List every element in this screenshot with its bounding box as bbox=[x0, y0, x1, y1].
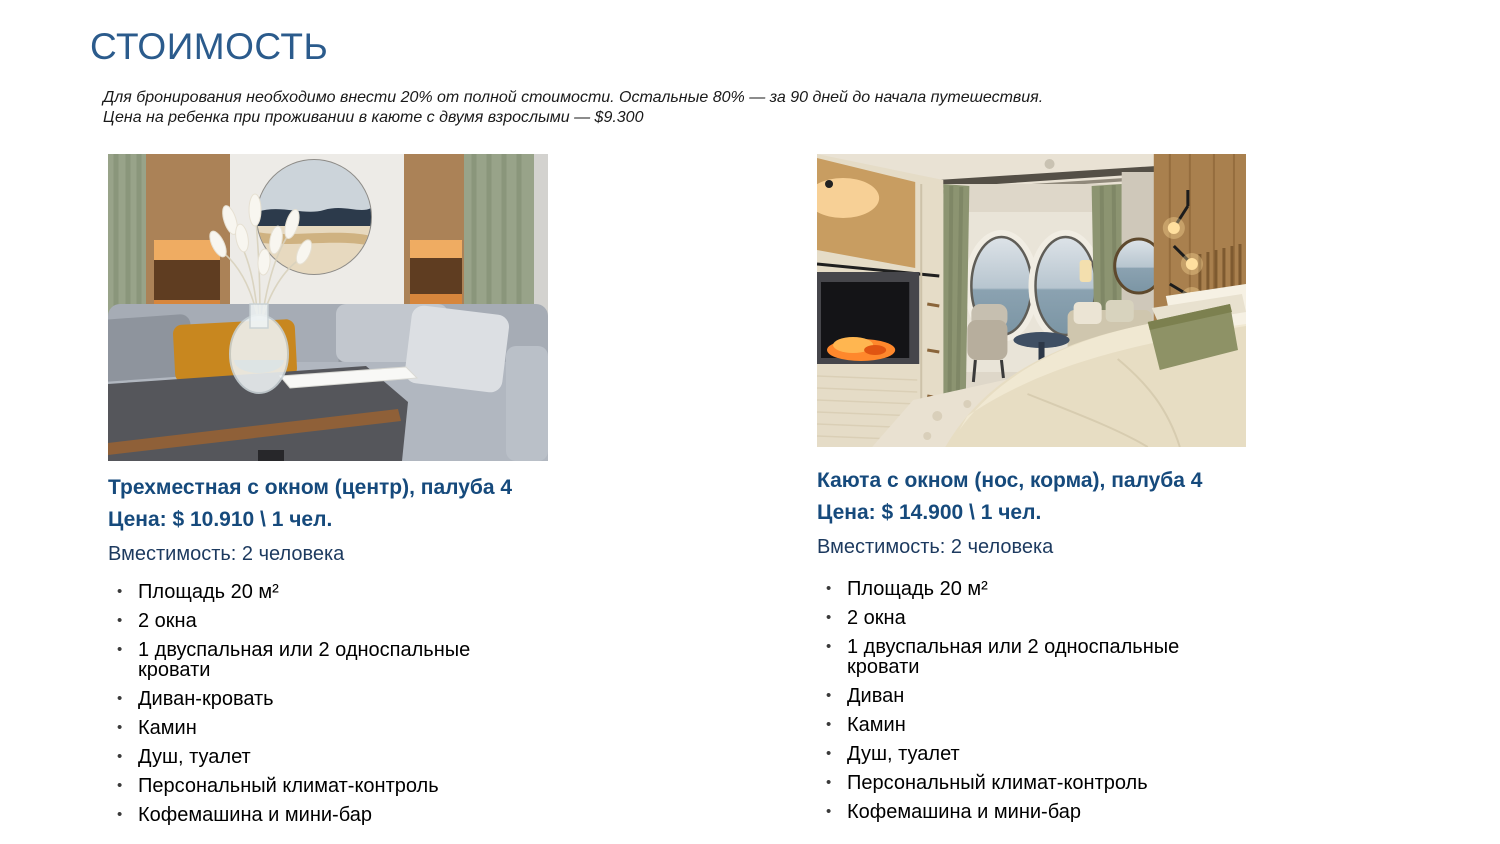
bullet-marker: • bbox=[826, 745, 832, 762]
feature-text: Диван-кровать bbox=[138, 688, 274, 710]
cabin-price: Цена: $ 14.900 \ 1 чел. bbox=[817, 501, 1042, 524]
feature-text: Камин bbox=[138, 717, 197, 739]
feature-text: Площадь 20 м² bbox=[847, 578, 988, 600]
bullet-marker: • bbox=[826, 638, 832, 655]
intro-text bbox=[103, 88, 1043, 128]
feature-item bbox=[817, 744, 1246, 764]
feature-item bbox=[817, 637, 1246, 677]
cabin-card-window-bow-stern bbox=[817, 154, 1246, 831]
cabin-photo-living-room bbox=[108, 154, 548, 461]
bullet-marker: • bbox=[826, 687, 832, 704]
bullet-marker: • bbox=[826, 774, 832, 791]
bullet-marker: • bbox=[117, 748, 123, 765]
bullet-marker: • bbox=[826, 716, 832, 733]
feature-item bbox=[817, 608, 1246, 628]
feature-item bbox=[108, 611, 548, 631]
feature-item bbox=[108, 776, 548, 796]
bullet-marker: • bbox=[826, 803, 832, 820]
intro-line-1: Для бронирования необходимо внести 20% от полной стоимости. Остальные 80% — за 90 дней до начала путешествия. bbox=[103, 89, 1044, 106]
feature-list bbox=[817, 579, 1246, 822]
feature-list bbox=[108, 582, 548, 825]
bullet-marker: • bbox=[117, 583, 123, 600]
feature-text: 2 окна bbox=[847, 607, 906, 629]
feature-item bbox=[817, 686, 1246, 706]
page-title: СТОИМОСТЬ bbox=[90, 26, 329, 67]
bullet-marker: • bbox=[826, 609, 832, 626]
feature-text: 2 окна bbox=[138, 610, 197, 632]
feature-text: Диван bbox=[847, 685, 905, 707]
feature-text: Площадь 20 м² bbox=[138, 581, 279, 603]
feature-item bbox=[817, 773, 1246, 793]
cabin-capacity: Вместимость: 2 человека bbox=[108, 543, 345, 565]
cabin-card-triple-center bbox=[108, 154, 548, 834]
feature-item bbox=[817, 715, 1246, 735]
bullet-marker: • bbox=[117, 777, 123, 794]
feature-item bbox=[108, 640, 548, 680]
bullet-marker: • bbox=[826, 580, 832, 597]
feature-item bbox=[108, 747, 548, 767]
bullet-marker: • bbox=[117, 612, 123, 629]
feature-item bbox=[108, 582, 548, 602]
feature-item bbox=[108, 718, 548, 738]
cabin-title: Трехместная с окном (центр), палуба 4 bbox=[108, 476, 513, 499]
feature-text: Персональный климат-контроль bbox=[138, 775, 439, 797]
intro-line-2: Цена на ребенка при проживании в каюте с двумя взрослыми — $9.300 bbox=[103, 109, 644, 126]
feature-item bbox=[817, 802, 1246, 822]
cabin-capacity: Вместимость: 2 человека bbox=[817, 536, 1054, 558]
cabin-photo-bedroom bbox=[817, 154, 1246, 447]
cabin-title: Каюта с окном (нос, корма), палуба 4 bbox=[817, 469, 1203, 492]
bullet-marker: • bbox=[117, 806, 123, 823]
cabin-photo-living-room-image bbox=[108, 154, 548, 461]
bullet-marker: • bbox=[117, 690, 123, 707]
cabin-price: Цена: $ 10.910 \ 1 чел. bbox=[108, 508, 333, 531]
feature-text: Душ, туалет bbox=[847, 743, 960, 765]
bullet-marker: • bbox=[117, 641, 123, 658]
feature-item bbox=[817, 579, 1246, 599]
feature-item bbox=[108, 689, 548, 709]
bullet-marker: • bbox=[117, 719, 123, 736]
feature-item bbox=[108, 805, 548, 825]
feature-text: 1 двуспальная или 2 односпальные кровати bbox=[847, 636, 1180, 678]
feature-text: Камин bbox=[847, 714, 906, 736]
feature-text: 1 двуспальная или 2 односпальные кровати bbox=[138, 639, 471, 681]
feature-text: Кофемашина и мини-бар bbox=[847, 801, 1081, 823]
feature-text: Душ, туалет bbox=[138, 746, 251, 768]
cabin-photo-bedroom-image bbox=[817, 154, 1246, 447]
feature-text: Персональный климат-контроль bbox=[847, 772, 1148, 794]
feature-text: Кофемашина и мини-бар bbox=[138, 804, 372, 826]
